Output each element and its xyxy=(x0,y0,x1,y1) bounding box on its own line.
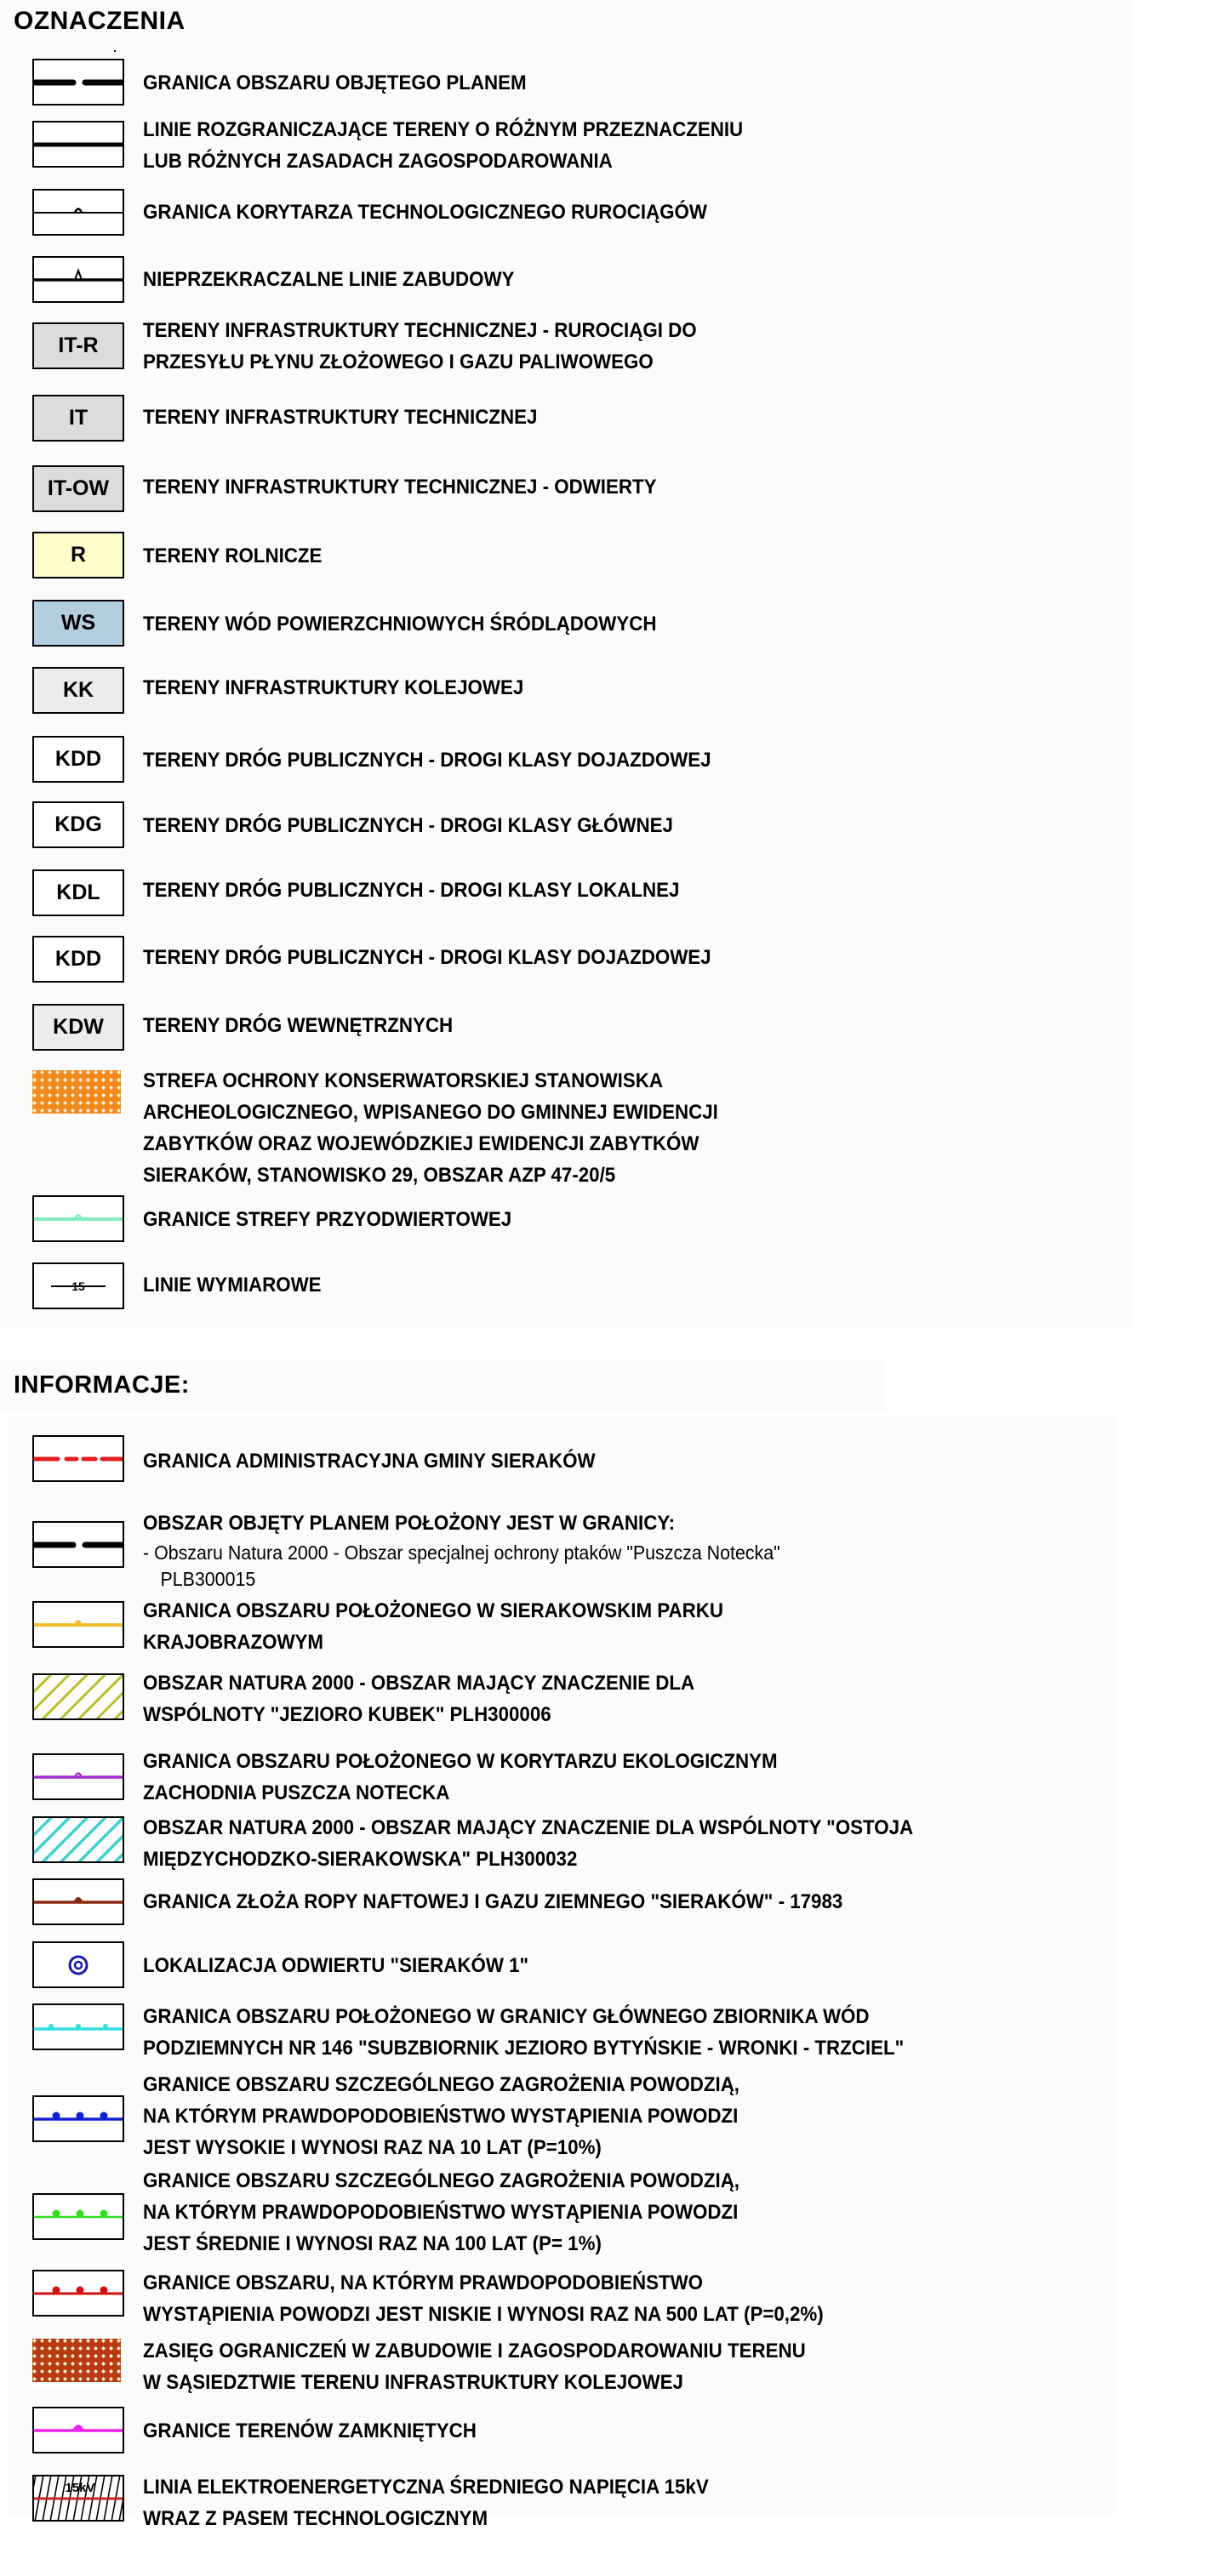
zone-code: KDW xyxy=(53,1015,104,1039)
blue-target-icon xyxy=(32,1941,124,1988)
legend-description xyxy=(143,810,673,841)
legend-symbol xyxy=(32,869,124,916)
cyan-line-with-dots-icon xyxy=(32,2003,124,2050)
legend-symbol xyxy=(32,1753,124,1800)
description-line: LUB RÓŻNYCH ZASADACH ZAGOSPODAROWANIA xyxy=(143,150,613,173)
olive-diagonal-hatch-icon xyxy=(32,1673,124,1720)
legend-symbol xyxy=(32,2193,124,2240)
crosshatch-fill xyxy=(32,2339,121,2382)
legend-symbol xyxy=(32,600,124,647)
zone-code: R xyxy=(70,543,87,567)
description-line: NA KTÓRYM PRAWDOPODOBIEŃSTWO WYSTĄPIENIA POWODZI xyxy=(143,2105,739,2128)
description-line: GRANICA OBSZARU POŁOŻONEGO W GRANICY GŁÓWNEGO ZBIORNIKA WÓD xyxy=(143,2005,870,2028)
legend-symbol xyxy=(32,59,124,105)
description-line: ZACHODNIA PUSZCZA NOTECKA xyxy=(143,1781,450,1804)
description-line: GRANICA OBSZARU POŁOŻONEGO W KORYTARZU EKOLOGICZNYM xyxy=(143,1750,778,1773)
description-line: W SĄSIEDZTWIE TERENU INFRASTRUKTURY KOLEJOWEJ xyxy=(143,2371,683,2394)
legend-description xyxy=(143,114,743,177)
legend-symbol xyxy=(32,2339,124,2385)
section-heading-oznaczenia: OZNACZENIA xyxy=(14,7,186,35)
legend-symbol xyxy=(32,1195,124,1242)
mint-line-with-arc-icon xyxy=(32,1195,124,1242)
zone-code: KK xyxy=(62,678,94,702)
legend-description xyxy=(143,1950,528,1981)
description-line: TERENY INFRASTRUKTURY TECHNICZNEJ - RUROCIĄGI DO xyxy=(143,319,697,342)
legend-symbol xyxy=(32,801,124,848)
legend-symbol xyxy=(32,2475,124,2522)
legend-symbol xyxy=(32,256,124,303)
bump-mark xyxy=(100,2210,108,2218)
description-line: JEST ŚREDNIE I WYNOSI RAZ NA 100 LAT (P= 1%) xyxy=(143,2232,602,2255)
legend-symbol xyxy=(32,2270,124,2317)
legend-symbol xyxy=(32,1262,124,1309)
description-line: TERENY DRÓG WEWNĘTRZNYCH xyxy=(143,1014,454,1037)
description-line: TERENY ROLNICZE xyxy=(143,544,323,567)
legend-description xyxy=(143,2069,739,2163)
legend-symbol xyxy=(32,736,124,783)
bump-mark xyxy=(77,2112,84,2120)
zone-code: KDD xyxy=(54,747,102,771)
bump-mark xyxy=(100,2112,108,2120)
blue-line-with-bumps-icon xyxy=(32,2095,124,2142)
legend-description xyxy=(143,744,711,776)
legend-symbol xyxy=(32,1435,124,1482)
zone-code: KDG xyxy=(54,812,102,836)
description-line: TERENY WÓD POWIERZCHNIOWYCH ŚRÓDLĄDOWYCH xyxy=(143,613,657,635)
description-line: GRANICE OBSZARU SZCZEGÓLNEGO ZAGROŻENIA POWODZIĄ, xyxy=(143,2169,740,2192)
legend-description xyxy=(143,540,322,572)
legend-description xyxy=(143,2415,477,2447)
brick-crosshatch-icon xyxy=(32,2339,123,2384)
description-line: GRANICA ADMINISTRACYJNA GMINY SIERAKÓW xyxy=(143,1450,596,1473)
legend-description xyxy=(143,1812,913,1875)
legend-description xyxy=(143,608,656,640)
stray-dot xyxy=(114,50,116,52)
line-with-triangle-icon xyxy=(32,256,124,303)
description-line: NA KTÓRYM PRAWDOPODOBIEŃSTWO WYSTĄPIENIA POWODZI xyxy=(143,2201,739,2224)
dashed-thick-black-line-icon xyxy=(32,1521,124,1568)
description-line: GRANICE OBSZARU, NA KTÓRYM PRAWDOPODOBIEŃSTWO xyxy=(143,2271,704,2294)
legend-description xyxy=(143,942,711,973)
bump-mark xyxy=(77,2210,84,2218)
description-line: GRANICE TERENÓW ZAMKNIĘTYCH xyxy=(143,2419,477,2442)
description-line: WYSTĄPIENIA POWODZI JEST NISKIE I WYNOSI RAZ NA 500 LAT (P=0,2%) xyxy=(143,2303,824,2326)
description-line: KRAJOBRAZOWYM xyxy=(143,1631,324,1654)
bump-mark xyxy=(100,2287,108,2294)
description-line: ZABYTKÓW ORAZ WOJEWÓDZKIEJ EWIDENCJI ZABYTKÓW xyxy=(143,1132,700,1155)
description-line: WRAZ Z PASEM TECHNOLOGICZNYM xyxy=(143,2507,488,2530)
description-line: OBSZAR NATURA 2000 - OBSZAR MAJĄCY ZNACZENIE DLA xyxy=(143,1672,695,1695)
description-subline: - Obszaru Natura 2000 - Obszar specjalnej ochrony ptaków "Puszcza Notecka" xyxy=(143,1542,780,1564)
description-line: TERENY INFRASTRUKTURY TECHNICZNEJ - ODWIERTY xyxy=(143,476,657,499)
green-line-with-bumps-icon xyxy=(32,2193,124,2240)
dimension-label: 15 xyxy=(71,1279,85,1293)
legend-description xyxy=(143,1746,778,1809)
legend-symbol xyxy=(32,322,124,369)
description-line: OBSZAR OBJĘTY PLANEM POŁOŻONY JEST W GRANICY: xyxy=(143,1512,676,1535)
legend-description xyxy=(143,1010,453,1041)
legend-symbol xyxy=(32,936,124,983)
description-line: STREFA OCHRONY KONSERWATORSKIEJ STANOWISKA xyxy=(143,1069,663,1092)
zone-code: IT xyxy=(68,406,89,430)
legend-symbol xyxy=(32,189,124,236)
legend-description xyxy=(143,672,523,704)
voltage-label: 15kV xyxy=(65,2481,95,2495)
legend-symbol xyxy=(32,2407,124,2453)
description-line: TERENY DRÓG PUBLICZNYCH - DROGI KLASY GŁÓWNEJ xyxy=(143,814,673,837)
description-line: GRANICE STREFY PRZYODWIERTOWEJ xyxy=(143,1208,512,1231)
description-subline: PLB300015 xyxy=(160,1568,256,1590)
bump-mark xyxy=(77,2287,84,2294)
legend-symbol xyxy=(32,1601,124,1648)
legend-description xyxy=(143,67,527,99)
description-line: ARCHEOLOGICZNEGO, WPISANEGO DO GMINNEJ EWIDENCJI xyxy=(143,1101,718,1124)
description-line: OBSZAR NATURA 2000 - OBSZAR MAJĄCY ZNACZENIE DLA WSPÓLNOTY "OSTOJA xyxy=(143,1816,914,1839)
legend-description xyxy=(143,1445,596,1477)
legend-description xyxy=(143,264,514,295)
bump-mark xyxy=(53,2210,60,2218)
red-dash-dot-line-icon xyxy=(32,1435,124,1482)
description-line: LINIA ELEKTROENERGETYCZNA ŚREDNIEGO NAPIĘCIA 15kV xyxy=(143,2476,709,2499)
legend-symbol xyxy=(32,532,124,578)
hatch-fill xyxy=(34,1675,123,1718)
arc-mark xyxy=(75,1621,82,1626)
orange-crosshatch-icon xyxy=(32,1070,123,1115)
thin-line-with-arc-icon xyxy=(32,189,124,236)
legend-symbol xyxy=(32,1816,124,1863)
legend-symbol xyxy=(32,395,124,442)
description-line: TERENY INFRASTRUKTURY KOLEJOWEJ xyxy=(143,676,524,699)
legend-description xyxy=(143,1667,694,1730)
legend-symbol xyxy=(32,121,124,168)
legend-description xyxy=(143,2335,806,2398)
yellow-line-with-arc-icon xyxy=(32,1601,124,1648)
legend-symbol xyxy=(32,1521,124,1568)
description-line: WSPÓLNOTY "JEZIORO KUBEK" PLH300006 xyxy=(143,1703,551,1726)
bump-mark xyxy=(53,2112,60,2120)
description-line: TERENY DRÓG PUBLICZNYCH - DROGI KLASY DOJAZDOWEJ xyxy=(143,749,711,772)
description-line: LOKALIZACJA ODWIERTU "SIERAKÓW 1" xyxy=(143,1954,529,1977)
legend-description xyxy=(143,2267,824,2330)
zone-code: WS xyxy=(60,611,96,635)
legend-description xyxy=(143,1269,322,1301)
description-line: TERENY INFRASTRUKTURY TECHNICZNEJ xyxy=(143,406,538,429)
legend-description xyxy=(143,2001,904,2064)
legend-symbol xyxy=(32,1673,124,1720)
legend-symbol xyxy=(32,1878,124,1925)
description-line: TERENY DRÓG PUBLICZNYCH - DROGI KLASY LOKALNEJ xyxy=(143,879,680,902)
legend-symbol xyxy=(32,465,124,512)
legend-description xyxy=(143,1595,723,1658)
legend-description xyxy=(143,1065,718,1191)
legend-symbol xyxy=(32,2003,124,2050)
legend-symbol xyxy=(32,667,124,714)
description-line: GRANICE OBSZARU SZCZEGÓLNEGO ZAGROŻENIA POWODZIĄ, xyxy=(143,2073,740,2096)
legend-symbol xyxy=(32,1004,124,1051)
description-line: GRANICA KORYTARZA TECHNOLOGICZNEGO RUROCIĄGÓW xyxy=(143,201,707,224)
legend-symbol xyxy=(32,2095,124,2142)
magenta-line-with-bump-icon xyxy=(32,2407,124,2453)
legend-symbol xyxy=(32,1070,124,1117)
legend-description xyxy=(143,197,707,228)
description-line: MIĘDZYCHODZKO-SIERAKOWSKA" PLH300032 xyxy=(143,1848,578,1871)
description-line: GRANICA ZŁOŻA ROPY NAFTOWEJ I GAZU ZIEMNEGO "SIERAKÓW" - 17983 xyxy=(143,1890,843,1913)
legend-description xyxy=(143,2165,739,2260)
legend-description xyxy=(143,1886,842,1918)
description-line: ZASIĘG OGRANICZEŃ W ZABUDOWIE I ZAGOSPODAROWANIU TERENU xyxy=(143,2339,806,2362)
description-line: PRZESYŁU PŁYNU ZŁOŻOWEGO I GAZU PALIWOWEGO xyxy=(143,350,654,373)
legend-description xyxy=(143,875,679,906)
cyan-diagonal-hatch-icon xyxy=(32,1816,124,1863)
power-line-hatch-icon xyxy=(32,2475,124,2522)
dashed-thick-black-line-icon xyxy=(32,59,124,105)
solid-thick-black-line-icon xyxy=(32,121,124,168)
description-line: NIEPRZEKRACZALNE LINIE ZABUDOWY xyxy=(143,268,515,291)
legend-description xyxy=(143,1204,511,1235)
legend-description xyxy=(143,2471,709,2534)
zone-code: KDL xyxy=(56,881,100,904)
description-line: LINIE ROZGRANICZAJĄCE TERENY O RÓŻNYM PRZEZNACZENIU xyxy=(143,118,744,141)
hatch-fill xyxy=(34,1818,123,1861)
section-heading-informacje: INFORMACJE: xyxy=(14,1371,190,1399)
description-line: GRANICA OBSZARU POŁOŻONEGO W SIERAKOWSKIM PARKU xyxy=(143,1599,723,1622)
zone-code: KDD xyxy=(54,947,102,971)
legend-description xyxy=(143,471,656,503)
description-line: TERENY DRÓG PUBLICZNYCH - DROGI KLASY DOJAZDOWEJ xyxy=(143,946,711,969)
zone-code: IT-R xyxy=(58,333,99,357)
crosshatch-fill xyxy=(32,1070,121,1114)
red-line-with-bumps-icon xyxy=(32,2270,124,2317)
description-line: LINIE WYMIAROWE xyxy=(143,1274,322,1297)
dimension-line-icon xyxy=(32,1262,124,1309)
legend-description xyxy=(143,402,537,433)
legend-description xyxy=(143,315,697,378)
description-line: GRANICA OBSZARU OBJĘTEGO PLANEM xyxy=(143,71,527,94)
legend-description xyxy=(143,1507,780,1592)
legend-symbol xyxy=(32,1941,124,1988)
purple-line-with-arc-icon xyxy=(32,1753,124,1800)
bump-mark xyxy=(53,2287,60,2294)
brown-line-with-bump-icon xyxy=(32,1878,124,1925)
description-line: PODZIEMNYCH NR 146 "SUBZBIORNIK JEZIORO BYTYŃSKIE - WRONKI - TRZCIEL" xyxy=(143,2037,905,2060)
zone-code: IT-OW xyxy=(47,476,110,500)
description-line: JEST WYSOKIE I WYNOSI RAZ NA 10 LAT (P=10%) xyxy=(143,2136,602,2159)
description-line: SIERAKÓW, STANOWISKO 29, OBSZAR AZP 47-20/5 xyxy=(143,1164,616,1187)
